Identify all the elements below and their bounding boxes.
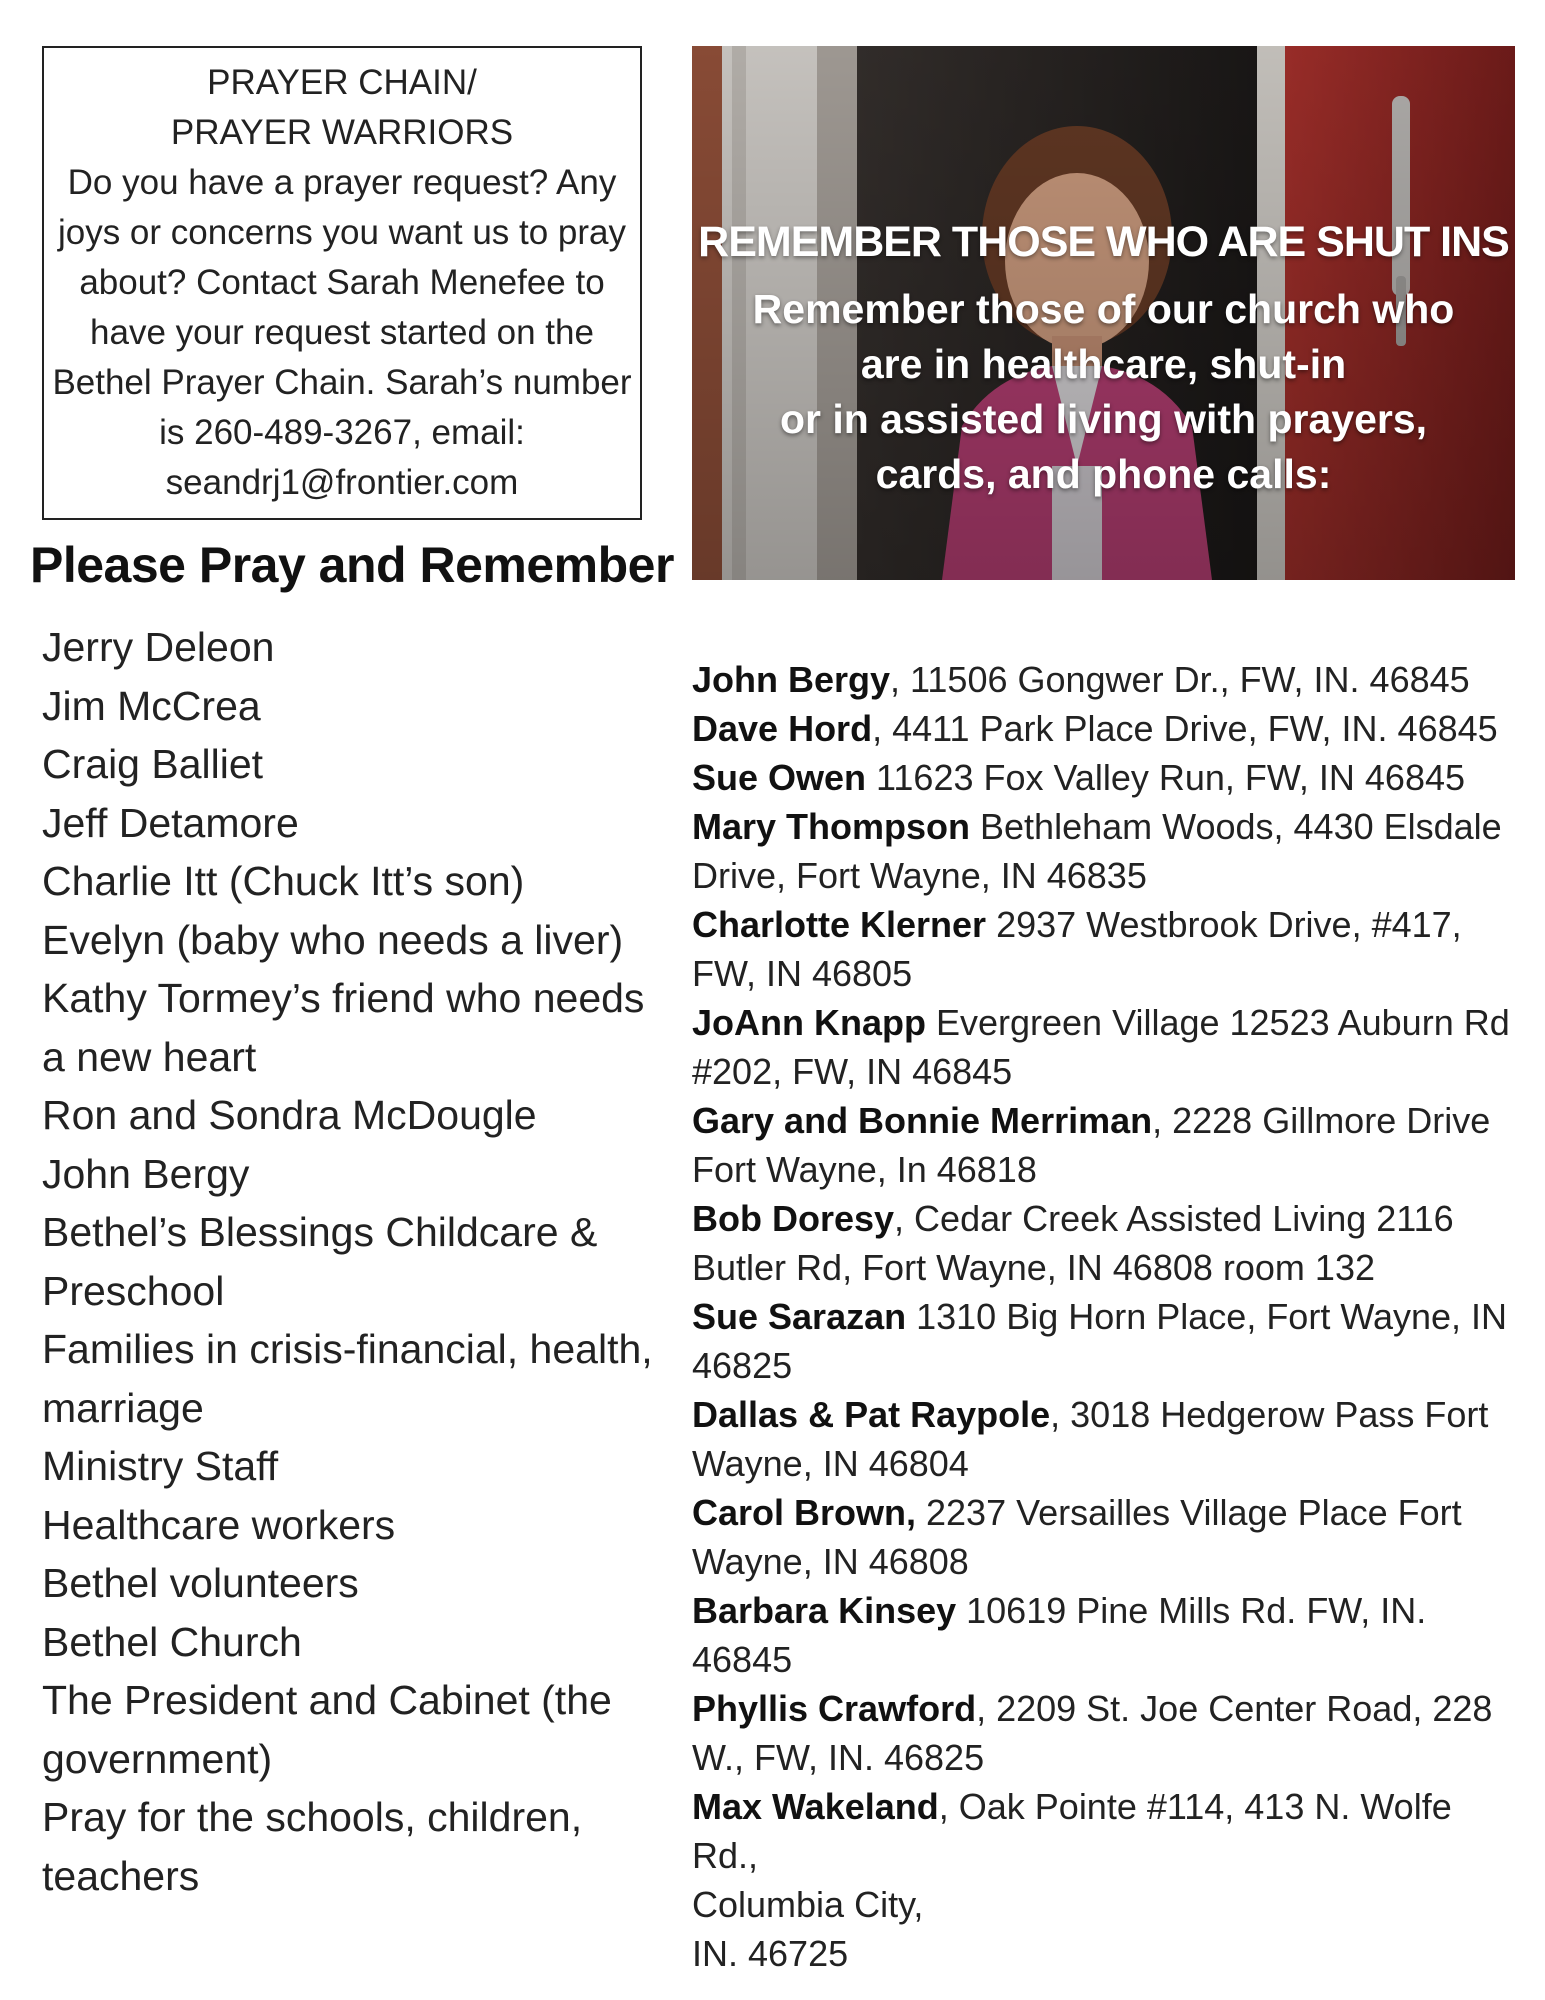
list-item: Pray for the schools, children, [42,1794,583,1840]
shut-in-address: 10619 Pine Mills Rd. FW, IN. 46845 [692,1590,1427,1680]
address-line [692,1782,1522,1880]
banner-body [712,282,1495,502]
list-item: Jerry Deleon [42,624,275,670]
address-line [692,1145,1522,1194]
list-item: Jim McCrea [42,682,261,729]
address-line [692,1243,1522,1292]
shut-in-address: , 3018 Hedgerow Pass Fort [1050,1394,1489,1435]
address-line [692,1537,1522,1586]
list-item: Bethel Church [42,1618,302,1665]
address-line [692,900,1522,949]
address-line [692,998,1522,1047]
shut-in-address: IN. 46725 [692,1933,849,1974]
address-line [692,655,1522,704]
list-item: teachers [42,1852,200,1899]
prayer-chain-line: PRAYER WARRIORS [170,113,514,152]
list-item: marriage [42,1384,204,1431]
shut-in-address: , 2209 St. Joe Center Road, 228 [976,1688,1493,1729]
address-line [692,1488,1522,1537]
shut-in-name: Carol Brown, [692,1492,917,1533]
list-item: Evelyn (baby who needs a liver) [42,916,624,963]
shut-in-name: JoAnn Knapp [692,1002,926,1043]
banner-body-line: are in healthcare, shut-in [860,341,1347,387]
shut-in-address: , Cedar Creek Assisted Living 2116 [894,1198,1454,1239]
address-line [692,1929,1522,1978]
list-item: Craig Balliet [42,741,264,787]
shut-in-name: Charlotte Klerner [692,904,987,945]
shut-in-address: Evergreen Village 12523 Auburn Rd [925,1002,1510,1043]
shut-in-address: Wayne, IN 46804 [692,1443,969,1484]
address-line [692,802,1522,851]
list-item: John Bergy [42,1150,250,1197]
shut-in-address: 2237 Versailles Village Place Fort [916,1492,1462,1533]
shut-in-name: Barbara Kinsey [692,1590,957,1631]
banner-body-line: cards, and phone calls: [875,451,1332,497]
address-line [692,1292,1522,1341]
prayer-chain-line: Bethel Prayer Chain. Sarah’s number [52,363,632,402]
address-line [692,1096,1522,1145]
list-item: Families in crisis-financial, health, [42,1326,653,1372]
list-item: Bethel volunteers [42,1560,359,1606]
shut-in-address: W., FW, IN. 46825 [692,1737,985,1778]
prayer-chain-line: about? Contact Sarah Menefee to [79,263,605,302]
list-item: Ron and Sondra McDougle [42,1092,537,1138]
pray-remember-list [42,618,682,1905]
address-line [692,1684,1522,1733]
address-line [692,1880,1522,1929]
list-item: The President and Cabinet (the [42,1677,612,1723]
shut-in-name: Phyllis Crawford [692,1688,977,1729]
pray-remember-heading: Please Pray and Remember [30,537,674,593]
prayer-chain-email: seandrj1@frontier.com [165,463,519,502]
shut-in-name: Max Wakeland [692,1786,939,1827]
shut-in-address: Wayne, IN 46808 [692,1541,969,1582]
shut-in-address: , 2228 Gillmore Drive [1152,1100,1491,1141]
shut-in-name: Dallas & Pat Raypole [692,1394,1051,1435]
shut-in-address: Butler Rd, Fort Wayne, IN 46808 room 132 [692,1247,1375,1288]
prayer-chain-line: PRAYER CHAIN/ [207,63,477,102]
shut-in-address: 46825 [692,1345,793,1386]
address-line [692,851,1522,900]
address-line [692,949,1522,998]
shut-in-name: Bob Doresy [692,1198,895,1239]
shut-in-name: Mary Thompson [692,806,971,847]
address-line [692,704,1522,753]
address-line [692,1194,1522,1243]
address-line [692,1733,1522,1782]
address-line [692,1390,1522,1439]
prayer-chain-line: Do you have a prayer request? Any [67,163,617,202]
list-item: Charlie Itt (Chuck Itt’s son) [42,858,525,904]
list-item: Jeff Detamore [42,799,299,846]
list-item: Bethel’s Blessings Childcare & [42,1209,598,1255]
shut-in-address: Fort Wayne, In 46818 [692,1149,1037,1190]
shut-in-name: John Bergy [692,659,891,700]
prayer-chain-line: joys or concerns you want us to pray [57,213,627,252]
list-item: Kathy Tormey’s friend who needs [42,975,645,1021]
shut-in-address: , Oak Pointe #114, 413 N. Wolfe Rd., [692,1786,1452,1876]
shut-in-name: Gary and Bonnie Merriman [692,1100,1153,1141]
banner-body-line: or in assisted living with prayers, [779,396,1428,442]
address-line [692,1341,1522,1390]
list-item: Ministry Staff [42,1443,279,1489]
address-line [692,753,1522,802]
shut-in-address: 1310 Big Horn Place, Fort Wayne, IN [906,1296,1508,1337]
shut-in-address: , 4411 Park Place Drive, FW, IN. 46845 [872,708,1498,749]
shut-in-address: Bethleham Woods, 4430 Elsdale [970,806,1502,847]
shut-in-address: 2937 Westbrook Drive, #417, [986,904,1462,945]
shut-ins-banner [692,46,1515,580]
list-item: Preschool [42,1267,225,1314]
address-line [692,1047,1522,1096]
prayer-chain-line: have your request started on the [90,313,594,352]
shut-in-address: Drive, Fort Wayne, IN 46835 [692,855,1147,896]
shut-ins-address-list [692,655,1522,1978]
shut-in-address: Columbia City, [692,1884,924,1925]
list-item: a new heart [42,1033,257,1080]
address-line [692,1439,1522,1488]
banner-title: REMEMBER THOSE WHO ARE SHUT INS [698,218,1509,266]
shut-in-address: #202, FW, IN 46845 [692,1051,1013,1092]
shut-in-name: Sue Sarazan [692,1296,907,1337]
prayer-chain-line: is 260-489-3267, email: [159,413,525,452]
prayer-chain-box [42,46,642,520]
shut-in-address: 11623 Fox Valley Run, FW, IN 46845 [866,757,1466,798]
shut-in-name: Dave Hord [692,708,873,749]
shut-in-name: Sue Owen [692,757,867,798]
banner-body-line: Remember those of our church who [752,286,1455,332]
shut-in-address: FW, IN 46805 [692,953,913,994]
list-item: government) [42,1735,273,1782]
address-line [692,1586,1522,1684]
list-item: Healthcare workers [42,1501,396,1548]
shut-in-address: , 11506 Gongwer Dr., FW, IN. 46845 [890,659,1470,700]
